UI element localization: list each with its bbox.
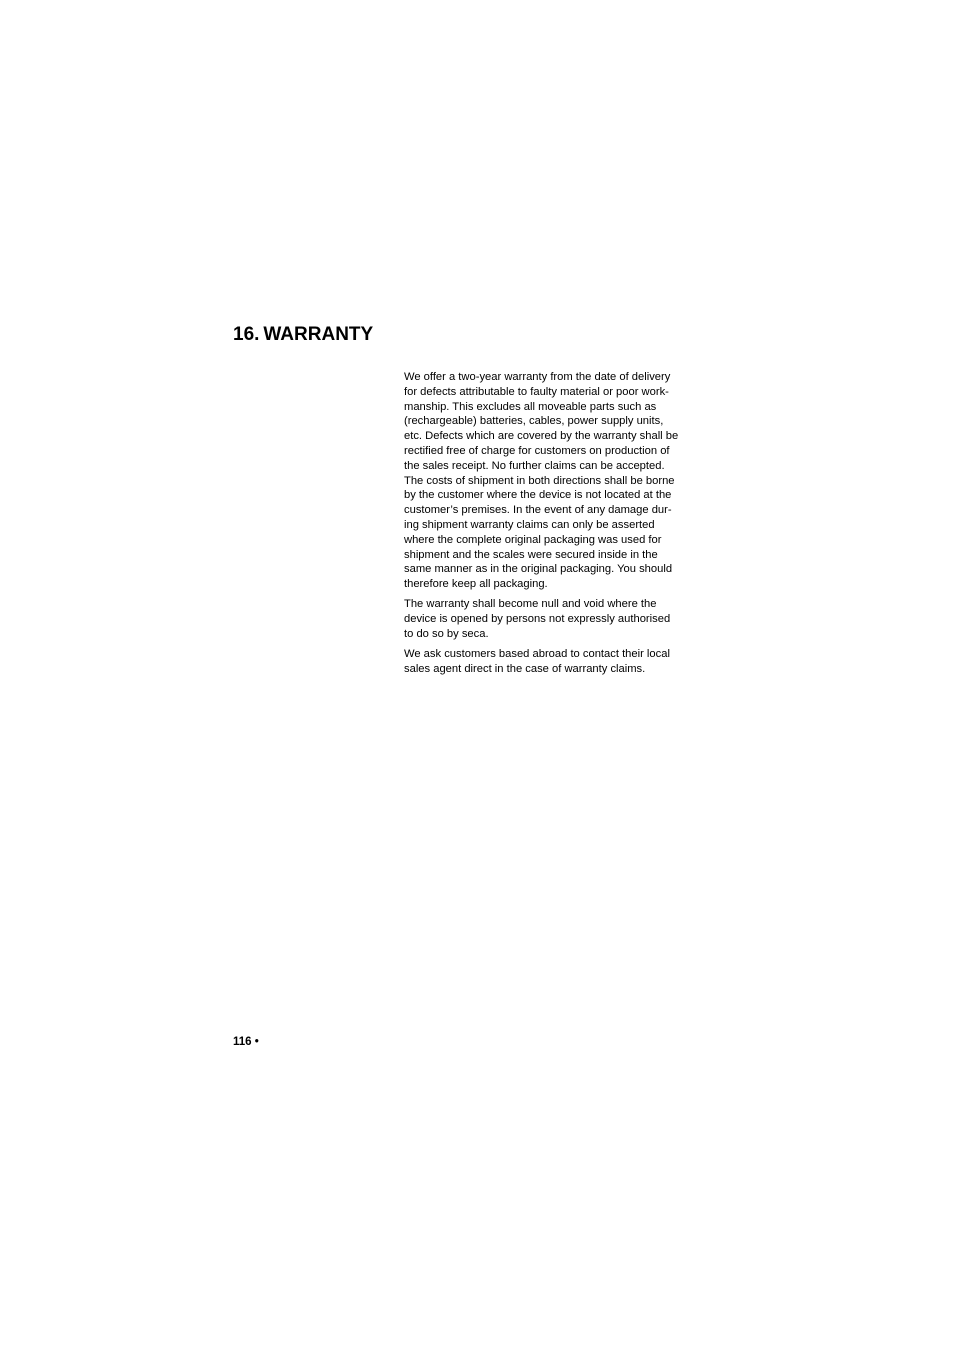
text-line: for defects attributable to faulty material or poor work-	[404, 385, 669, 398]
page-number: 116 •	[233, 1036, 259, 1048]
text-line: where the complete original packaging was used for	[404, 533, 662, 546]
text-line: device is opened by persons not expressly authorised	[404, 613, 671, 626]
text-line: The costs of shipment in both directions shall be borne	[404, 474, 675, 487]
text-line: The warranty shall become null and void where the	[404, 598, 657, 611]
text-line: (rechargeable) batteries, cables, power supply units,	[404, 415, 664, 428]
text-line: manship. This excludes all moveable parts such as	[404, 400, 657, 413]
text-line: to do so by seca.	[404, 628, 489, 641]
text-line: ing shipment warranty claims can only be asserted	[404, 518, 655, 531]
paragraph-void-conditions	[404, 597, 696, 641]
text-line: rectified free of charge for customers on production of	[404, 444, 670, 457]
text-line: customer’s premises. In the event of any damage dur-	[404, 504, 672, 517]
paragraph-abroad-customers	[404, 647, 696, 677]
text-line: same manner as in the original packaging. You should	[404, 563, 673, 576]
warranty-body	[404, 370, 696, 682]
text-line: shipment and the scales were secured inside in the	[404, 548, 658, 561]
section-number: 16.	[233, 324, 260, 345]
text-line: We ask customers based abroad to contact their local	[404, 648, 670, 661]
text-line: etc. Defects which are covered by the warranty shall be	[404, 430, 679, 443]
text-line: therefore keep all packaging.	[404, 578, 548, 591]
text-line: by the customer where the device is not located at the	[404, 489, 672, 502]
section-heading	[233, 323, 373, 347]
paragraph-warranty-terms	[404, 370, 696, 592]
text-line: the sales receipt. No further claims can be accepted.	[404, 459, 665, 472]
text-line: We offer a two-year warranty from the date of delivery	[404, 371, 671, 383]
text-line: sales agent direct in the case of warranty claims.	[404, 663, 646, 676]
section-title: WARRANTY	[263, 324, 374, 345]
